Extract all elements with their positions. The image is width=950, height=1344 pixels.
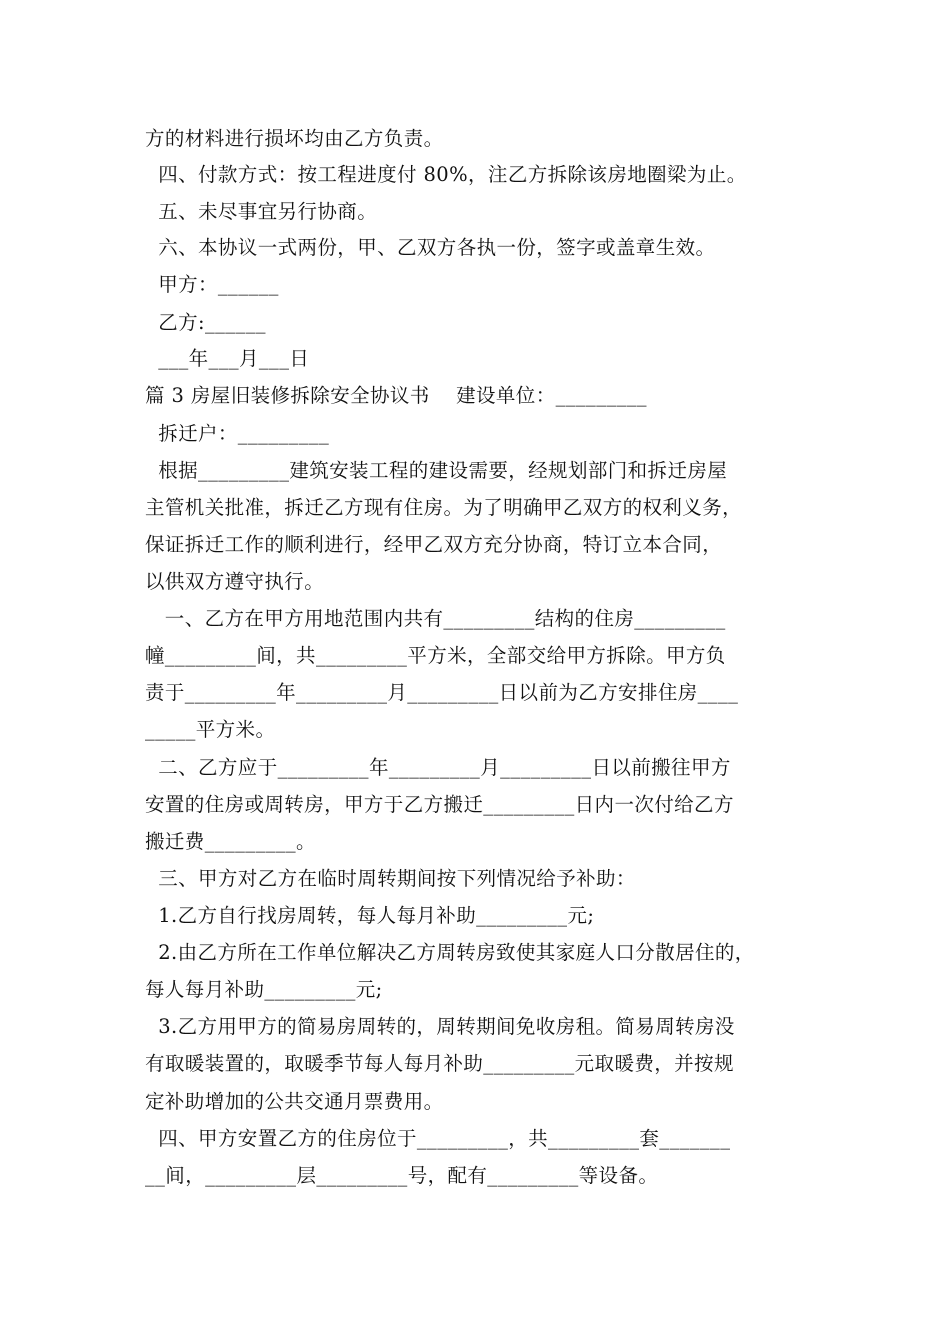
text-line: ___年___月___日 bbox=[145, 347, 310, 370]
text-line: 1.乙方自行找房周转，每人每月补助_________元; bbox=[145, 904, 595, 927]
text-line: 方的材料进行损坏均由乙方负责。 bbox=[145, 127, 444, 150]
text-line: 根据_________建筑安装工程的建设需要，经规划部门和拆迁房屋 bbox=[145, 459, 728, 482]
section-heading: 篇 3 房屋旧装修拆除安全协议书 建设单位：_________ bbox=[145, 384, 647, 407]
text-line: 拆迁户：_________ bbox=[145, 422, 330, 445]
text-line: 责于_________年_________月_________日以前为乙方安排住房____ bbox=[145, 681, 739, 704]
text-line: 一、乙方在甲方用地范围内共有_________结构的住房_________ bbox=[145, 607, 726, 630]
text-line: 定补助增加的公共交通月票费用。 bbox=[145, 1090, 444, 1113]
text-line: 二、乙方应于_________年_________月_________日以前搬往甲方 bbox=[145, 756, 731, 779]
text-line: 以供双方遵守执行。 bbox=[145, 570, 325, 593]
text-line: 有取暖装置的，取暖季节每人每月补助_________元取暖费，并按规 bbox=[145, 1052, 734, 1075]
text-line: 四、付款方式：按工程进度付 80%，注乙方拆除该房地圈梁为止。 bbox=[145, 163, 747, 186]
text-line: 主管机关批准，拆迁乙方现有住房。为了明确甲乙双方的权利义务， bbox=[145, 496, 743, 519]
text-line: 2.由乙方所在工作单位解决乙方周转房致使其家庭人口分散居住的， bbox=[145, 941, 755, 964]
text-line: __间，_________层_________号，配有_________等设备。 bbox=[145, 1164, 659, 1187]
text-line: 幢_________间，共_________平方米，全部交给甲方拆除。甲方负 bbox=[145, 644, 726, 667]
text-line: 安置的住房或周转房，甲方于乙方搬迁_________日内一次付给乙方 bbox=[145, 793, 734, 816]
text-line: 三、甲方对乙方在临时周转期间按下列情况给予补助： bbox=[145, 867, 636, 890]
text-line: 搬迁费_________。 bbox=[145, 830, 316, 853]
text-line: 乙方:______ bbox=[145, 311, 266, 334]
text-line: 保证拆迁工作的顺利进行，经甲乙双方充分协商，特订立本合同， bbox=[145, 533, 723, 556]
text-line: 每人每月补助_________元; bbox=[145, 978, 383, 1001]
text-line: 五、未尽事宜另行协商。 bbox=[145, 200, 378, 223]
text-line: _____平方米。 bbox=[145, 718, 276, 741]
text-line: 3.乙方用甲方的简易房周转的，周转期间免收房租。简易周转房没 bbox=[145, 1015, 735, 1038]
text-line: 六、本协议一式两份，甲、乙双方各执一份，签字或盖章生效。 bbox=[145, 236, 716, 259]
text-line: 甲方：______ bbox=[145, 273, 279, 296]
text-line: 四、甲方安置乙方的住房位于_________，共_________套_______ bbox=[145, 1127, 731, 1150]
